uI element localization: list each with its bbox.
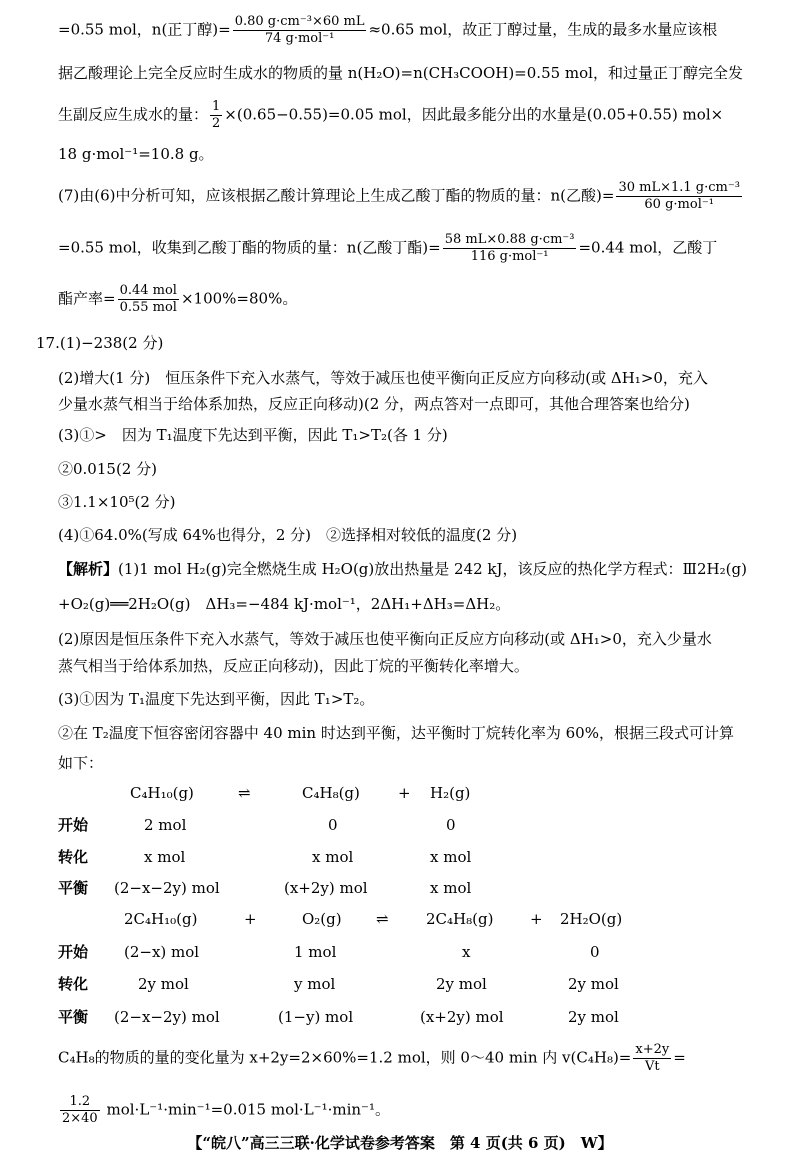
equation-1-row-start: 开始 2 mol 0 0	[58, 816, 456, 834]
q16-line-5: (7)由(6)中分析可知，应该根据乙酸计算理论上生成乙酸丁酯的物质的量：n(乙酸)= $\frac{\text{30 mL×1.1 g·cm⁻³}}{\text{60 g·mol⁻¹}}$	[58, 180, 740, 212]
page-footer: 【“皖八”高三三联·化学试卷参考答案 第 4 页(共 6 页) W】	[187, 1134, 613, 1152]
explanation-line-4: 蒸气相当于给体系加热，反应正向移动)，因此丁烷的平衡转化率增大。	[58, 657, 529, 675]
q16-line-6: =0.55 mol，收集到乙酸丁酯的物质的量：n(乙酸丁酯)= $\frac{\text{58 mL×0.88 g·cm⁻³}}{\text{116 g·mol⁻¹}}$ =0.44 mol，乙酸丁	[58, 232, 718, 264]
explanation-line-1: 【解析】(1)1 mol H₂(g)完全燃烧生成 H₂O(g)放出热量是 242 kJ，该反应的热化学方程式：Ⅲ2H₂(g)	[58, 560, 747, 578]
q16-line-3: 生副反应生成水的量： $\frac{1}{2}$ ×(0.65−0.55)=0.05 mol，因此最多能分出的水量是(0.05+0.55) mol×	[58, 99, 724, 131]
equation-1-row-equilibrium: 平衡 (2−x−2y) mol (x+2y) mol x mol	[58, 879, 472, 897]
fraction: $\frac{\text{0.44 mol}}{\text{0.55 mol}}$	[119, 283, 177, 315]
q17-answer-3c: ③1.1×10⁵(2 分)	[58, 493, 176, 511]
equation-2-row-equilibrium: 平衡 (2−x−2y) mol (1−y) mol (x+2y) mol 2y mol	[58, 1008, 619, 1026]
fraction: $\frac{1.2}{2\times 40}$	[62, 1094, 98, 1126]
fraction: $\frac{\text{0.80 g·cm⁻³×60 mL}}{\text{74 g·mol⁻¹}}$	[234, 14, 365, 46]
q17-answer-2b: 少量水蒸气相当于给体系加热，反应正向移动)(2 分，两点答对一点即可，其他合理答案也给分)	[58, 395, 690, 413]
fraction: $\frac{1}{2}$	[212, 99, 221, 131]
equation-2-row-start: 开始 (2−x) mol 1 mol x 0	[58, 943, 600, 961]
equation-2-header: 2C₄H₁₀(g) + O₂(g) ⇌ 2C₄H₈(g) + 2H₂O(g)	[124, 910, 623, 928]
q17-answer-2: (2)增大(1 分) 恒压条件下充入水蒸气，等效于减压也使平衡向正反应方向移动(或 ΔH₁>0，充入	[58, 369, 708, 387]
q17-answer-3b: ②0.015(2 分)	[58, 460, 157, 478]
explanation-line-6: ②在 T₂温度下恒容密闭容器中 40 min 时达到平衡，达平衡时丁烷转化率为 60%，根据三段式可计算	[58, 724, 734, 742]
explanation-line-5: (3)①因为 T₁温度下先达到平衡，因此 T₁>T₂。	[58, 690, 375, 708]
explanation-line-3: (2)原因是恒压条件下充入水蒸气，等效于减压也使平衡向正反应方向移动(或 ΔH₁>0，充入少量水	[58, 630, 712, 648]
equation-2-row-change: 转化 2y mol y mol 2y mol 2y mol	[58, 975, 619, 993]
q17-answer-4: (4)①64.0%(写成 64%也得分，2 分) ②选择相对较低的温度(2 分)	[58, 526, 518, 544]
q16-line-1: =0.55 mol，n(正丁醇)= $\frac{\text{0.80 g·cm⁻³×60 mL}}{\text{74 g·mol⁻¹}}$ ≈0.65 mol，故正丁醇过量，生成的最多水量应该根	[58, 14, 718, 46]
q17-answer-3: (3)①> 因为 T₁温度下先达到平衡，因此 T₁>T₂(各 1 分)	[58, 426, 448, 444]
equation-1-header: C₄H₁₀(g) ⇌ C₄H₈(g) + H₂(g)	[130, 784, 471, 802]
fraction: $\frac{\text{58 mL×0.88 g·cm⁻³}}{\text{116 g·mol⁻¹}}$	[444, 232, 575, 264]
q16-line-7: 酯产率= $\frac{\text{0.44 mol}}{\text{0.55 mol}}$ ×100%=80%。	[58, 283, 298, 315]
fraction: $\frac{x+2y}{Vt}$	[635, 1042, 670, 1074]
fraction: $\frac{\text{30 mL×1.1 g·cm⁻³}}{\text{60 g·mol⁻¹}}$	[618, 180, 740, 212]
explanation-line-2: +O₂(g)══2H₂O(g) ΔH₃=−484 kJ·mol⁻¹，2ΔH₁+ΔH₃=ΔH₂。	[58, 595, 511, 613]
q16-line-2: 据乙酸理论上完全反应时生成水的物质的量 n(H₂O)=n(CH₃COOH)=0.55 mol，和过量正丁醇完全发	[58, 64, 743, 82]
calc-line-2: $\frac{1.2}{2\times 40}$ mol·L⁻¹·min⁻¹=0.015 mol·L⁻¹·min⁻¹。	[62, 1094, 390, 1126]
q17-answer-1: 17.(1)−238(2 分)	[36, 334, 164, 352]
equation-1-row-change: 转化 x mol x mol x mol	[58, 848, 472, 866]
q16-line-4: 18 g·mol⁻¹=10.8 g。	[58, 145, 214, 163]
explanation-tag: 【解析】	[58, 560, 119, 578]
explanation-line-7: 如下：	[58, 754, 104, 772]
calc-line-1: C₄H₈的物质的量的变化量为 x+2y=2×60%=1.2 mol，则 0～40 min 内 v(C₄H₈)= $\frac{x+2y}{Vt}$ =	[58, 1042, 686, 1074]
